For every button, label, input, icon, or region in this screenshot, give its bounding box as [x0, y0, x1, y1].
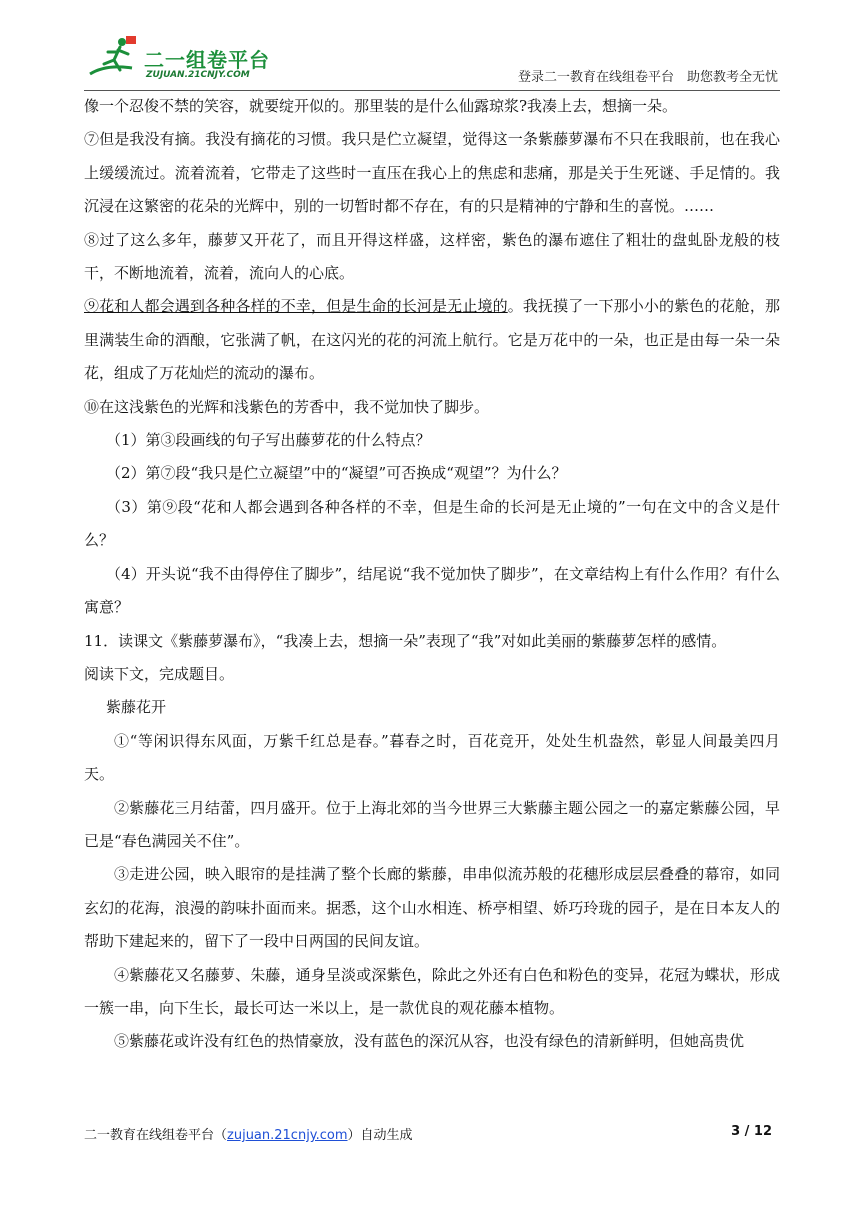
footer-suffix: ）自动生成	[347, 1128, 413, 1143]
document-body	[84, 90, 780, 1059]
passage-title: 紫藤花开	[106, 698, 167, 717]
paragraph-6-end: 像一个忍俊不禁的笑容，就要绽开似的。那里装的是什么仙露琼浆?我凑上去，想摘一朵。	[84, 97, 678, 115]
paragraph-9-rest: 。我抚摸了一下那小小的紫色的花舱，那里满装生命的酒酿，它张满了帆，在这闪光的花的河流上航行。它是万花中的一朵，也正是由每一朵一朵花，组成了万花灿烂的流动的瀑布。	[84, 297, 780, 383]
logo-title: 二一组卷平台	[144, 48, 270, 72]
reading-instruction: 阅读下文，完成题目。	[84, 664, 235, 683]
passage-paragraph-5: ⑤紫藤花或许没有红色的热情豪放，没有蓝色的深沉从容，也没有绿色的清新鲜明，但她高贵优	[114, 1032, 745, 1051]
paragraph-10: ⑩在这浅紫色的光辉和浅紫色的芳香中，我不觉加快了脚步。	[84, 397, 490, 416]
passage-paragraph-1: ①“等闲识得东风面，万紫千红总是春。”暮春之时，百花竞开，处处生机盎然，彰显人间最美四月天。	[84, 731, 780, 784]
page-number: 3 / 12	[731, 1124, 772, 1139]
paragraph-9	[84, 290, 780, 390]
footer-prefix: 二一教育在线组卷平台（	[84, 1128, 228, 1143]
paragraph-7: ⑦但是我没有摘。我没有摘花的习惯。我只是伫立凝望，觉得这一条紫藤萝瀑布不只在我眼前，也在我心上缓缓流过。流着流着，它带走了这些时一直压在我心上的焦虑和悲痛，那是关于生死谜、手足情的。我沉浸在这繁密的花朵的光辉中，别的一切暂时都不存在，有的只是精神的宁静和生的喜悦。……	[84, 130, 780, 216]
page-footer	[84, 1124, 780, 1143]
underlined-sentence: ⑨花和人都会遇到各种各样的不幸，但是生命的长河是无止境的	[84, 297, 508, 316]
paragraph-8: ⑧过了这么多年，藤萝又开花了，而且开得这样盛，这样密，紫色的瀑布遮住了粗壮的盘虬卧龙般的枝干，不断地流着，流着，流向人的心底。	[84, 230, 780, 283]
site-logo[interactable]	[86, 34, 296, 84]
header-slogan: 登录二一教育在线组卷平台 助您教考全无忧	[517, 70, 778, 85]
question-4: （4）开头说“我不由得停住了脚步”，结尾说“我不觉加快了脚步”，在文章结构上有什么作用？有什么寓意？	[84, 564, 780, 617]
question-11: 11．读课文《紫藤萝瀑布》，“我凑上去，想摘一朵”表现了“我”对如此美丽的紫藤萝怎样的感情。	[84, 631, 727, 650]
question-2: （2）第⑦段“我只是伫立凝望”中的“凝望”可否换成“观望”？为什么？	[106, 464, 567, 483]
passage-paragraph-2: ②紫藤花三月结蕾，四月盛开。位于上海北郊的当今世界三大紫藤主题公园之一的嘉定紫藤公园，早已是“春色满园关不住”。	[84, 798, 780, 850]
passage-paragraph-4: ④紫藤花又名藤萝、朱藤，通身呈淡或深紫色，除此之外还有白色和粉色的变异，花冠为蝶状，形成一簇一串，向下生长，最长可达一米以上，是一款优良的观花藤本植物。	[84, 965, 780, 1017]
page-header	[84, 28, 780, 91]
question-3: （3）第⑨段“花和人都会遇到各种各样的不幸，但是生命的长河是无止境的”一句在文中的含义是什么？	[84, 497, 780, 550]
question-1: （1）第③段画线的句子写出藤萝花的什么特点？	[106, 431, 431, 450]
passage-paragraph-3: ③走进公园，映入眼帘的是挂满了整个长廊的紫藤，串串似流苏般的花穗形成层层叠叠的幕帘，如同玄幻的花海，浪漫的韵味扑面而来。据悉，这个山水相连、桥亭相望、娇巧玲珑的园子，是在日本友人的帮助下建起来的，留下了一段中日两国的民间友谊。	[84, 865, 780, 951]
footer-site-link[interactable]: zujuan.21cnjy.com	[227, 1128, 348, 1143]
logo-subtitle: ZUJUAN.21CNJY.COM	[146, 70, 250, 80]
runner-logo-icon	[86, 34, 146, 84]
